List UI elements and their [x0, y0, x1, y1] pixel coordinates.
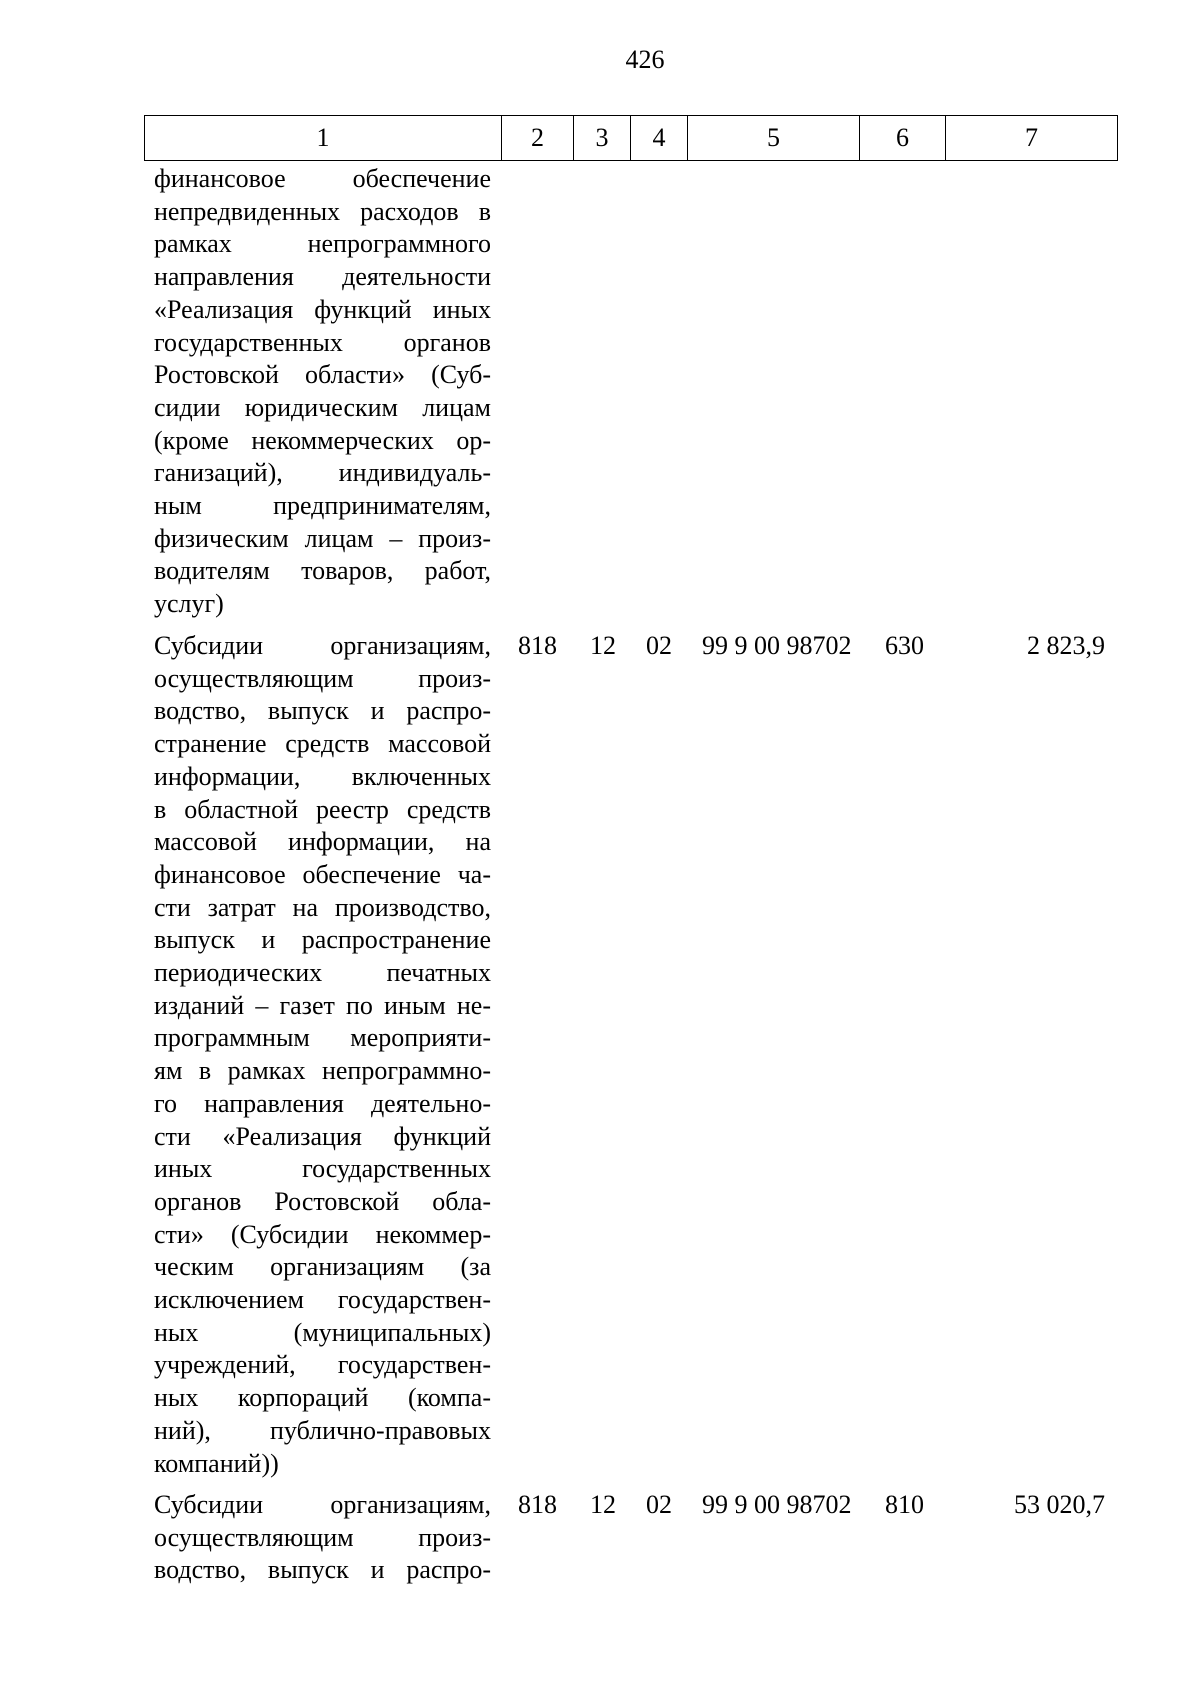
description-line: сидии юридическим лицам — [154, 392, 491, 422]
description-line: изданий – газет по иным не- — [154, 990, 491, 1020]
description-line: непредвиденных расходов в — [154, 196, 491, 226]
description-line: периодических печатных — [154, 958, 491, 988]
column-header-7: 7 — [946, 116, 1118, 161]
page-number: 426 — [625, 45, 665, 74]
description-line: водство, выпуск и распро- — [154, 696, 491, 726]
description-line: направления деятельности — [154, 262, 491, 292]
cell-amount: 53 020,7 — [1014, 1490, 1105, 1519]
description-line: учреждений, государствен- — [154, 1350, 491, 1380]
cell-ministry-code: 818 — [518, 1490, 557, 1519]
cell-target-article: 99 9 00 98702 — [702, 1490, 852, 1519]
description-line: исключением государствен- — [154, 1285, 491, 1315]
description-line: Субсидии организациям, — [154, 1490, 491, 1519]
description-line: физическим лицам – произ- — [154, 523, 491, 553]
description-line: ным предпринимателям, — [154, 491, 491, 521]
column-header-3: 3 — [574, 116, 631, 161]
description-line: компаний)) — [154, 1448, 279, 1478]
description-line: рамках непрограммного — [154, 229, 491, 259]
cell-subsection-code: 02 — [646, 631, 672, 660]
row-description — [154, 1489, 491, 1587]
description-line: сти затрат на производство, — [154, 892, 491, 922]
column-header-1: 1 — [145, 116, 502, 161]
column-header-table — [144, 115, 1118, 161]
description-line: ческим организациям (за — [154, 1252, 491, 1282]
description-line: Ростовской области» (Суб- — [154, 360, 491, 390]
row-description — [154, 163, 491, 621]
column-header-5: 5 — [688, 116, 860, 161]
cell-section-code: 12 — [590, 1490, 616, 1519]
description-line: осуществляющим произ- — [154, 1522, 491, 1552]
row-description — [154, 630, 491, 1480]
column-header-2: 2 — [502, 116, 574, 161]
cell-expense-type: 810 — [885, 1490, 924, 1519]
cell-subsection-code: 02 — [646, 1490, 672, 1519]
description-line: иных государственных — [154, 1154, 491, 1184]
description-line: странение средств массовой — [154, 729, 491, 759]
description-line: ных корпораций (компа- — [154, 1383, 491, 1413]
description-line: сти «Реализация функций — [154, 1121, 491, 1151]
description-line: ганизаций), индивидуаль- — [154, 458, 491, 488]
description-line: услуг) — [154, 589, 224, 619]
cell-amount: 2 823,9 — [1027, 631, 1105, 660]
description-line: массовой информации, на — [154, 827, 491, 857]
description-line: водство, выпуск и распро- — [154, 1555, 491, 1585]
description-line: го направления деятельно- — [154, 1088, 491, 1118]
description-line: (кроме некоммерческих ор- — [154, 425, 491, 455]
description-line: водителям товаров, работ, — [154, 556, 491, 586]
cell-expense-type: 630 — [885, 631, 924, 660]
description-line: финансовое обеспечение ча- — [154, 859, 491, 889]
description-line: «Реализация функций иных — [154, 294, 491, 324]
description-line: государственных органов — [154, 327, 491, 357]
cell-target-article: 99 9 00 98702 — [702, 631, 852, 660]
description-line: финансовое обеспечение — [154, 164, 491, 193]
description-line: сти» (Субсидии некоммер- — [154, 1219, 491, 1249]
description-line: ных (муниципальных) — [154, 1317, 491, 1347]
description-line: выпуск и распространение — [154, 925, 491, 955]
column-header-4: 4 — [631, 116, 688, 161]
column-header-row — [145, 116, 1118, 161]
description-line: осуществляющим произ- — [154, 663, 491, 693]
description-line: ям в рамках непрограммно- — [154, 1056, 491, 1086]
cell-section-code: 12 — [590, 631, 616, 660]
column-header-6: 6 — [860, 116, 946, 161]
cell-ministry-code: 818 — [518, 631, 557, 660]
description-line: в областной реестр средств — [154, 794, 491, 824]
description-line: программным мероприяти- — [154, 1023, 491, 1053]
description-line: информации, включенных — [154, 761, 491, 791]
description-line: Субсидии организациям, — [154, 631, 491, 660]
description-line: ний), публично-правовых — [154, 1415, 491, 1445]
description-line: органов Ростовской обла- — [154, 1186, 491, 1216]
